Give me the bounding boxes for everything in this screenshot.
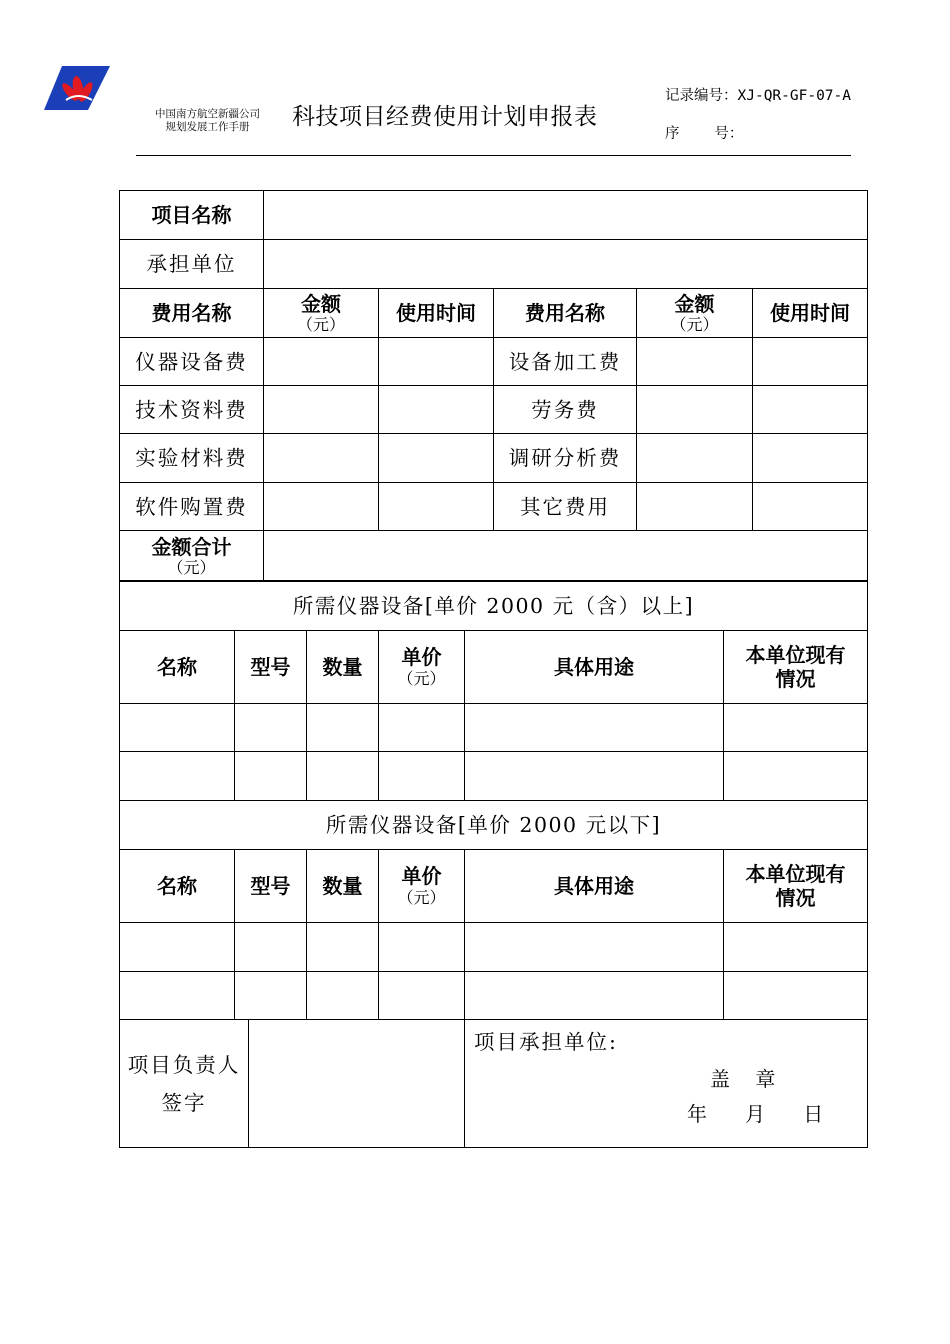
equipment-above-title: 所需仪器设备[单价 2000 元（含）以上] bbox=[120, 582, 868, 631]
amount-cell[interactable] bbox=[637, 338, 753, 386]
table-row bbox=[120, 972, 868, 1020]
undertaking-unit-label: 承担单位 bbox=[120, 240, 264, 289]
airline-logo bbox=[40, 62, 110, 112]
cost-item-right: 其它费用 bbox=[494, 483, 637, 531]
cell[interactable] bbox=[465, 704, 724, 752]
table-row bbox=[120, 752, 868, 801]
project-name-label: 项目名称 bbox=[120, 191, 264, 240]
col-model: 型号 bbox=[235, 850, 307, 923]
col-status bbox=[724, 631, 868, 704]
cell[interactable] bbox=[307, 923, 379, 972]
price-unit: （元） bbox=[397, 669, 446, 688]
total-text: 金额合计 bbox=[151, 534, 232, 559]
use-time-header-right: 使用时间 bbox=[753, 289, 868, 338]
leader-line1: 项目负责人 bbox=[127, 1052, 241, 1077]
cell[interactable] bbox=[379, 972, 465, 1020]
cell[interactable] bbox=[724, 752, 868, 801]
unit-seal-cell[interactable] bbox=[465, 1020, 868, 1148]
amount-header-right bbox=[637, 289, 753, 338]
col-usage: 具体用途 bbox=[465, 850, 724, 923]
total-field[interactable] bbox=[264, 531, 868, 581]
unit-label: 项目承担单位: bbox=[474, 1030, 618, 1054]
col-name: 名称 bbox=[120, 631, 235, 704]
cell[interactable] bbox=[379, 752, 465, 801]
cell[interactable] bbox=[379, 704, 465, 752]
amount-cell[interactable] bbox=[637, 434, 753, 483]
date-label: 年 月 日 bbox=[687, 1102, 824, 1126]
seal-label: 盖 章 bbox=[710, 1067, 776, 1091]
yuan-unit: （元） bbox=[670, 315, 719, 334]
price-unit: （元） bbox=[397, 888, 446, 907]
time-cell[interactable] bbox=[379, 338, 494, 386]
amount-cell[interactable] bbox=[264, 483, 379, 531]
cell[interactable] bbox=[307, 752, 379, 801]
cost-item-right: 调研分析费 bbox=[494, 434, 637, 483]
cost-item-left: 实验材料费 bbox=[120, 434, 264, 483]
cost-item-left: 仪器设备费 bbox=[120, 338, 264, 386]
cost-item-right: 劳务费 bbox=[494, 386, 637, 434]
price-label: 单价 bbox=[401, 864, 442, 888]
company-name bbox=[140, 108, 275, 134]
sequence-number: 序 号： bbox=[665, 126, 744, 142]
cell[interactable] bbox=[120, 704, 235, 752]
time-cell[interactable] bbox=[379, 434, 494, 483]
amount-cell[interactable] bbox=[264, 386, 379, 434]
time-cell[interactable] bbox=[753, 483, 868, 531]
col-qty: 数量 bbox=[307, 850, 379, 923]
project-name-field[interactable] bbox=[264, 191, 868, 240]
amount-cell[interactable] bbox=[637, 386, 753, 434]
table-row bbox=[120, 704, 868, 752]
amount-cell[interactable] bbox=[264, 338, 379, 386]
time-cell[interactable] bbox=[753, 338, 868, 386]
col-name: 名称 bbox=[120, 850, 235, 923]
cell[interactable] bbox=[120, 923, 235, 972]
cell[interactable] bbox=[307, 704, 379, 752]
time-cell[interactable] bbox=[753, 386, 868, 434]
cell[interactable] bbox=[235, 972, 307, 1020]
col-usage: 具体用途 bbox=[465, 631, 724, 704]
status-line2: 情况 bbox=[775, 886, 816, 910]
undertaking-unit-field[interactable] bbox=[264, 240, 868, 289]
cell[interactable] bbox=[465, 923, 724, 972]
record-number: 记录编号：XJ-QR-GF-07-A bbox=[665, 88, 851, 104]
cell[interactable] bbox=[120, 752, 235, 801]
amount-label: 金额 bbox=[301, 292, 341, 316]
cost-item-left: 技术资料费 bbox=[120, 386, 264, 434]
col-price bbox=[379, 850, 465, 923]
leader-line2: 签字 bbox=[161, 1090, 207, 1115]
status-line1: 本单位现有 bbox=[745, 643, 846, 667]
col-model: 型号 bbox=[235, 631, 307, 704]
cell[interactable] bbox=[379, 923, 465, 972]
cell[interactable] bbox=[120, 972, 235, 1020]
amount-header-left bbox=[264, 289, 379, 338]
cost-item-left: 软件购置费 bbox=[120, 483, 264, 531]
cell[interactable] bbox=[724, 972, 868, 1020]
amount-label: 金额 bbox=[674, 292, 715, 316]
cost-name-header-right: 费用名称 bbox=[494, 289, 637, 338]
cell[interactable] bbox=[724, 704, 868, 752]
price-label: 单价 bbox=[401, 645, 442, 669]
total-unit: （元） bbox=[167, 557, 216, 577]
cell[interactable] bbox=[724, 923, 868, 972]
cell[interactable] bbox=[465, 972, 724, 1020]
cell[interactable] bbox=[235, 752, 307, 801]
status-line2: 情况 bbox=[775, 667, 816, 691]
budget-table bbox=[119, 190, 868, 581]
equipment-below-title: 所需仪器设备[单价 2000 元以下] bbox=[120, 801, 868, 850]
amount-cell[interactable] bbox=[264, 434, 379, 483]
cell[interactable] bbox=[465, 752, 724, 801]
time-cell[interactable] bbox=[379, 483, 494, 531]
signature-table bbox=[119, 1019, 868, 1148]
amount-cell[interactable] bbox=[637, 483, 753, 531]
time-cell[interactable] bbox=[753, 434, 868, 483]
yuan-unit: （元） bbox=[296, 315, 345, 334]
col-price bbox=[379, 631, 465, 704]
cell[interactable] bbox=[307, 972, 379, 1020]
equipment-below-table bbox=[119, 800, 868, 1020]
company-line1: 中国南方航空新疆公司 bbox=[155, 108, 260, 120]
total-label bbox=[120, 531, 264, 581]
cell[interactable] bbox=[235, 704, 307, 752]
cost-name-header-left: 费用名称 bbox=[120, 289, 264, 338]
use-time-header-left: 使用时间 bbox=[379, 289, 494, 338]
leader-label bbox=[120, 1020, 249, 1148]
equipment-above-table bbox=[119, 581, 868, 801]
cost-item-right: 设备加工费 bbox=[494, 338, 637, 386]
cell[interactable] bbox=[235, 923, 307, 972]
company-line2: 规划发展工作手册 bbox=[165, 121, 250, 133]
status-line1: 本单位现有 bbox=[745, 862, 846, 886]
col-status bbox=[724, 850, 868, 923]
header-divider bbox=[136, 155, 851, 156]
leader-signature-field[interactable] bbox=[249, 1020, 465, 1148]
page-title: 科技项目经费使用计划申报表 bbox=[292, 104, 598, 130]
col-qty: 数量 bbox=[307, 631, 379, 704]
time-cell[interactable] bbox=[379, 386, 494, 434]
table-row bbox=[120, 923, 868, 972]
